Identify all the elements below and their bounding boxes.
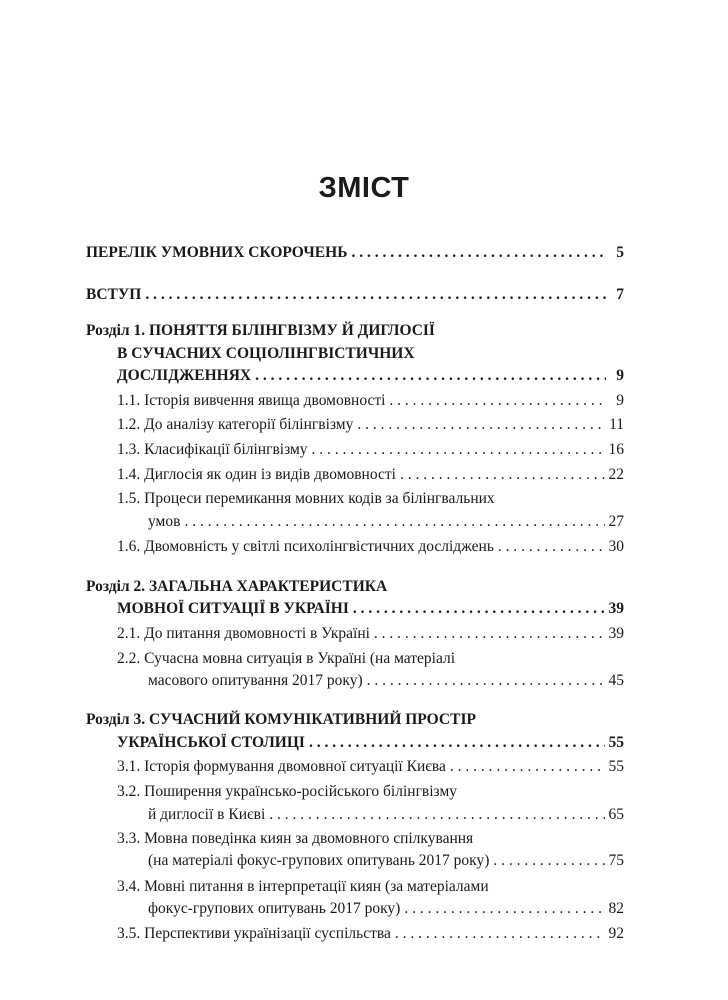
item-text: До питання двомовності в Україні — [144, 625, 370, 642]
toc-page-number: 45 — [608, 672, 624, 689]
dot-leader — [400, 466, 605, 484]
item-number: 1.6. — [117, 538, 141, 555]
toc-page-number: 22 — [608, 466, 624, 483]
dot-leader — [367, 672, 605, 690]
item-number: 2.2. — [117, 650, 141, 667]
item-number: 1.5. — [117, 490, 141, 507]
toc-item-3-3-line-1[interactable] — [117, 830, 624, 848]
item-text: й диглосії в Києві — [148, 806, 266, 823]
item-text: Історія формування двомовної ситуації Києва — [144, 758, 446, 775]
dot-leader — [351, 244, 606, 262]
toc-item-1-5-line-1[interactable] — [117, 490, 624, 508]
chapter-1-title-line-2[interactable]: В СУЧАСНИХ СОЦІОЛІНГВІСТИЧНИХ — [117, 345, 415, 362]
chapter-1-title-line-3[interactable] — [117, 367, 624, 385]
toc-page-number: 39 — [608, 600, 624, 617]
toc-item-1-5-line-2[interactable] — [148, 513, 624, 531]
item-text: Поширення українсько-російського білінгвізму — [144, 783, 458, 800]
toc-page-number: 27 — [608, 513, 624, 530]
toc-item-1-4[interactable] — [117, 466, 624, 484]
item-text: Перспективи українізації суспільства — [144, 925, 391, 942]
toc-page-number: 92 — [608, 925, 624, 942]
item-text: Двомовність у світлі психолінгвістичних досліджень — [144, 538, 494, 555]
item-text: Диглосія як один із видів двомовності — [144, 466, 396, 483]
dot-leader — [493, 852, 604, 870]
toc-item-1-2[interactable] — [117, 416, 624, 434]
dot-leader — [357, 416, 605, 434]
dot-leader — [450, 758, 605, 776]
toc-page-number: 55 — [608, 734, 624, 751]
toc-page-number: 11 — [609, 416, 624, 433]
toc-page-number: 39 — [608, 625, 624, 642]
toc-item-3-2-line-1[interactable] — [117, 783, 624, 801]
chapter-3-title-line-1[interactable]: Розділ 3. СУЧАСНИЙ КОМУНІКАТИВНИЙ ПРОСТІР — [86, 711, 476, 728]
dot-leader — [404, 900, 604, 918]
dot-leader — [389, 392, 606, 410]
toc-item-3-4-line-2[interactable] — [148, 900, 624, 918]
item-number: 2.1. — [117, 625, 141, 642]
toc-entry-text: ПЕРЕЛІК УМОВНИХ СКОРОЧЕНЬ — [86, 244, 348, 261]
item-text: До аналізу категорії білінгвізму — [144, 416, 354, 433]
toc-item-3-4-line-1[interactable] — [117, 878, 624, 896]
toc-page-number: 82 — [608, 900, 624, 917]
toc-entry-text: МОВНОЇ СИТУАЦІЇ В УКРАЇНІ — [117, 600, 349, 617]
toc-entry-abbreviations[interactable] — [86, 244, 624, 262]
toc-page-number: 55 — [608, 758, 624, 775]
toc-page-number: 65 — [608, 806, 624, 823]
page-title: ЗМІСТ — [318, 172, 410, 204]
chapter-3-title-line-2[interactable] — [117, 734, 624, 752]
chapter-2-title-line-2[interactable] — [117, 600, 624, 618]
item-text: умов — [148, 513, 181, 530]
item-text: Історія вивчення явища двомовності — [144, 392, 386, 409]
toc-page-number: 5 — [616, 244, 624, 261]
dot-leader — [498, 538, 605, 556]
toc-item-3-3-line-2[interactable] — [148, 852, 624, 870]
toc-item-1-1[interactable] — [117, 392, 624, 410]
toc-entry-text: ДОСЛІДЖЕННЯХ — [117, 367, 252, 384]
toc-entry-text: УКРАЇНСЬКОЇ СТОЛИЦІ — [117, 734, 305, 751]
toc-page-number: 9 — [616, 367, 624, 384]
item-number: 1.1. — [117, 392, 141, 409]
toc-item-2-1[interactable] — [117, 625, 624, 643]
item-number: 1.3. — [117, 441, 141, 458]
dot-leader — [145, 286, 606, 304]
item-text: Сучасна мовна ситуація в Україні (на матеріалі — [144, 650, 456, 667]
dot-leader — [395, 925, 605, 943]
dot-leader — [309, 734, 605, 752]
dot-leader — [255, 367, 606, 385]
item-number: 1.2. — [117, 416, 141, 433]
item-text: фокус-групових опитувань 2017 року) — [148, 900, 401, 917]
toc-item-1-3[interactable] — [117, 441, 624, 459]
dot-leader — [269, 806, 604, 824]
toc-item-3-5[interactable] — [117, 925, 624, 943]
item-number: 3.3. — [117, 830, 141, 847]
toc-entry-text: ВСТУП — [86, 286, 142, 303]
toc-item-1-6[interactable] — [117, 538, 624, 556]
toc-page-number: 30 — [608, 538, 624, 555]
toc-item-2-2-line-1[interactable] — [117, 650, 624, 668]
dot-leader — [353, 600, 605, 618]
item-number: 3.4. — [117, 878, 141, 895]
dot-leader — [184, 513, 604, 531]
item-number: 3.5. — [117, 925, 141, 942]
item-text: Мовні питання в інтерпретації киян (за матеріалами — [144, 878, 489, 895]
toc-page-number: 75 — [608, 852, 624, 869]
toc-page-number: 7 — [616, 286, 624, 303]
item-text: Мовна поведінка киян за двомовного спілкування — [144, 830, 474, 847]
item-number: 3.2. — [117, 783, 141, 800]
toc-entry-intro[interactable] — [86, 286, 624, 304]
item-text: Процеси перемикання мовних кодів за білінгвальних — [144, 490, 495, 507]
chapter-1-title-line-1[interactable]: Розділ 1. ПОНЯТТЯ БІЛІНГВІЗМУ Й ДИГЛОСІЇ — [86, 322, 435, 339]
item-number: 3.1. — [117, 758, 141, 775]
toc-item-3-2-line-2[interactable] — [148, 806, 624, 824]
item-text: масового опитування 2017 року) — [148, 672, 363, 689]
toc-page-number: 9 — [616, 392, 624, 409]
item-text: (на матеріалі фокус-групових опитувань 2017 року) — [148, 852, 490, 869]
toc-item-2-2-line-2[interactable] — [148, 672, 624, 690]
chapter-2-title-line-1[interactable]: Розділ 2. ЗАГАЛЬНА ХАРАКТЕРИСТИКА — [86, 578, 388, 595]
toc-item-3-1[interactable] — [117, 758, 624, 776]
dot-leader — [312, 441, 605, 459]
toc-page-number: 16 — [608, 441, 624, 458]
item-number: 1.4. — [117, 466, 141, 483]
dot-leader — [374, 625, 605, 643]
item-text: Класифікації білінгвізму — [144, 441, 308, 458]
